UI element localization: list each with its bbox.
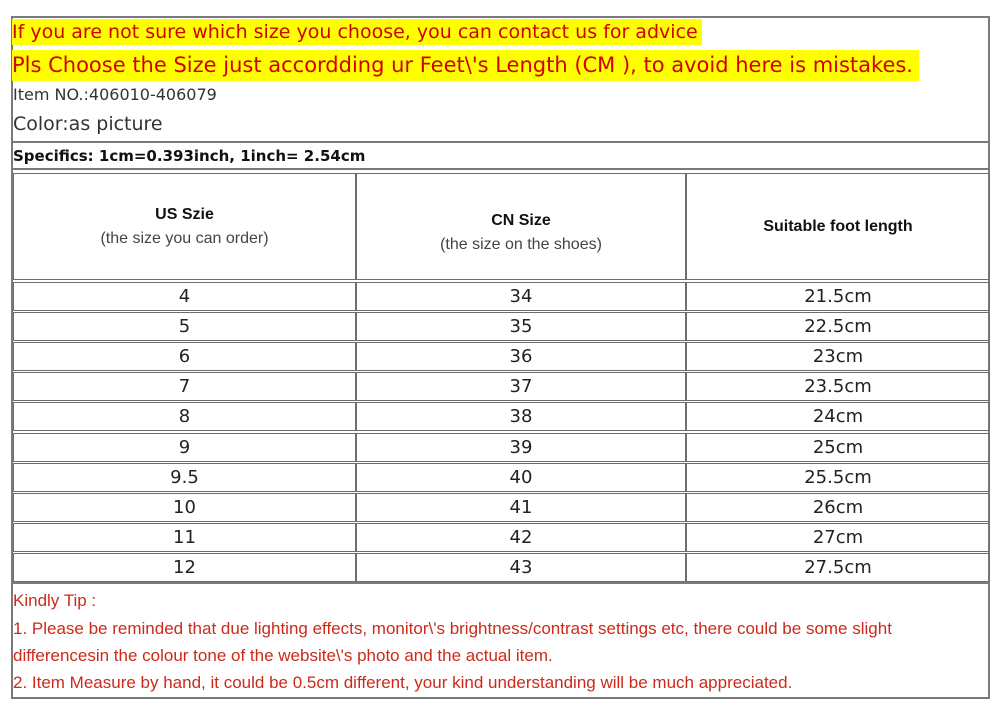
foot-length-cell: 21.5cm <box>686 282 990 311</box>
us-size-cell: 12 <box>13 553 356 582</box>
cn-size-cell: 43 <box>356 553 686 582</box>
us-size-cell: 7 <box>13 372 356 401</box>
us-size-cell: 8 <box>13 402 356 431</box>
cn-size-cell: 40 <box>356 463 686 492</box>
advice-notice: If you are not sure which size you choose, you can contact us for advice <box>12 19 702 45</box>
divider <box>11 582 990 584</box>
column-title: CN Size <box>491 211 551 229</box>
us-size-cell: 4 <box>13 282 356 311</box>
foot-length-cell: 27cm <box>686 523 990 552</box>
us-size-cell: 6 <box>13 342 356 371</box>
divider <box>11 168 990 170</box>
column-subtitle: (the size on the shoes) <box>440 235 602 253</box>
size-choice-notice: Pls Choose the Size just accordding ur Feet\'s Length (CM ), to avoid here is mistakes. <box>12 50 919 81</box>
column-header-foot-length <box>686 173 990 280</box>
tip-line: 1. Please be reminded that due lighting effects, monitor\'s brightness/contrast settings etc, there could be some slight <box>13 619 892 638</box>
cn-size-cell: 39 <box>356 433 686 462</box>
foot-length-cell: 23cm <box>686 342 990 371</box>
tip-line: differencesin the colour tone of the website\'s photo and the actual item. <box>13 646 553 665</box>
cn-size-cell: 35 <box>356 312 686 341</box>
foot-length-cell: 25.5cm <box>686 463 990 492</box>
column-header-us-size <box>13 173 356 280</box>
cn-size-cell: 41 <box>356 493 686 522</box>
us-size-cell: 9 <box>13 433 356 462</box>
color-info: Color:as picture <box>13 113 163 135</box>
foot-length-cell: 24cm <box>686 402 990 431</box>
us-size-cell: 11 <box>13 523 356 552</box>
foot-length-cell: 26cm <box>686 493 990 522</box>
column-title: US Szie <box>155 205 214 223</box>
cn-size-cell: 37 <box>356 372 686 401</box>
item-number: Item NO.:406010-406079 <box>13 85 217 104</box>
us-size-cell: 5 <box>13 312 356 341</box>
specifics-line: Specifics: 1cm=0.393inch, 1inch= 2.54cm <box>13 147 366 165</box>
column-title: Suitable foot length <box>763 217 913 235</box>
cn-size-cell: 38 <box>356 402 686 431</box>
foot-length-cell: 27.5cm <box>686 553 990 582</box>
cn-size-cell: 34 <box>356 282 686 311</box>
divider <box>11 141 990 143</box>
us-size-cell: 9.5 <box>13 463 356 492</box>
foot-length-cell: 22.5cm <box>686 312 990 341</box>
cn-size-cell: 42 <box>356 523 686 552</box>
us-size-cell: 10 <box>13 493 356 522</box>
cn-size-cell: 36 <box>356 342 686 371</box>
foot-length-cell: 25cm <box>686 433 990 462</box>
column-subtitle: (the size you can order) <box>100 229 269 247</box>
tip-heading: Kindly Tip : <box>13 591 97 610</box>
column-header-cn-size <box>356 173 686 280</box>
tip-line: 2. Item Measure by hand, it could be 0.5cm different, your kind understanding will be much appreciated. <box>13 673 793 692</box>
foot-length-cell: 23.5cm <box>686 372 990 401</box>
